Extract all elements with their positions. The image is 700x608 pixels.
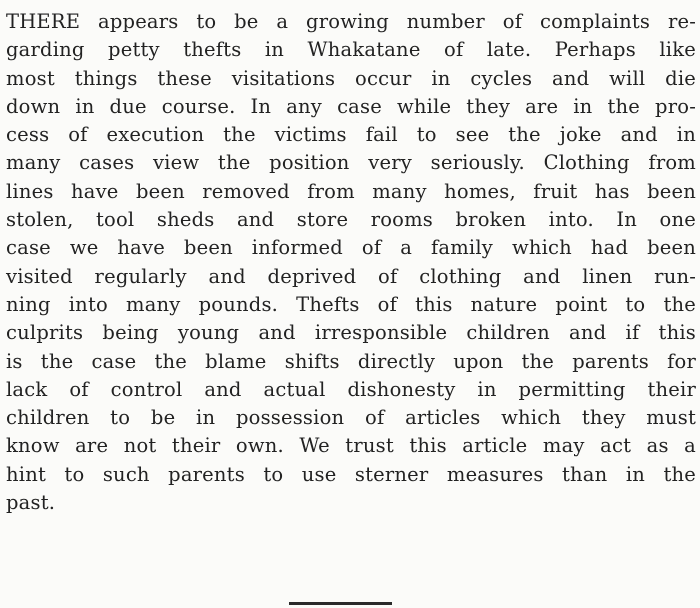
article-line: many cases view the position very seriously. Clothing from <box>6 151 696 175</box>
article-line: down in due course. In any case while they are in the pro- <box>6 94 696 118</box>
article-line: ning into many pounds. Thefts of this nature point to the <box>6 292 696 316</box>
article-line-final: past. <box>6 491 56 515</box>
article-line: children to be in possession of articles which they must <box>6 406 696 430</box>
article-line: culprits being young and irresponsible children and if this <box>6 321 696 345</box>
article-line: stolen, tool sheds and store rooms broken into. In one <box>6 208 696 232</box>
article-line: THERE appears to be a growing number of complaints re- <box>6 10 696 33</box>
article-line: lines have been removed from many homes, fruit has been <box>6 179 696 203</box>
article-line: know are not their own. We trust this article may act as a <box>6 434 696 458</box>
article-line: most things these visitations occur in cycles and will die <box>6 66 696 90</box>
article-line: case we have been informed of a family which had been <box>6 236 696 260</box>
article-line: cess of execution the victims fail to see the joke and in <box>6 123 696 147</box>
article-body <box>6 8 696 517</box>
article-line: garding petty thefts in Whakatane of late. Perhaps like <box>6 38 696 62</box>
article-line: hint to such parents to use sterner measures than in the <box>6 462 696 486</box>
section-divider-rule <box>289 602 392 605</box>
article-line: visited regularly and deprived of clothing and linen run- <box>6 264 696 288</box>
article-line: lack of control and actual dishonesty in permitting their <box>6 377 696 401</box>
article-line: is the case the blame shifts directly upon the parents for <box>6 349 696 373</box>
